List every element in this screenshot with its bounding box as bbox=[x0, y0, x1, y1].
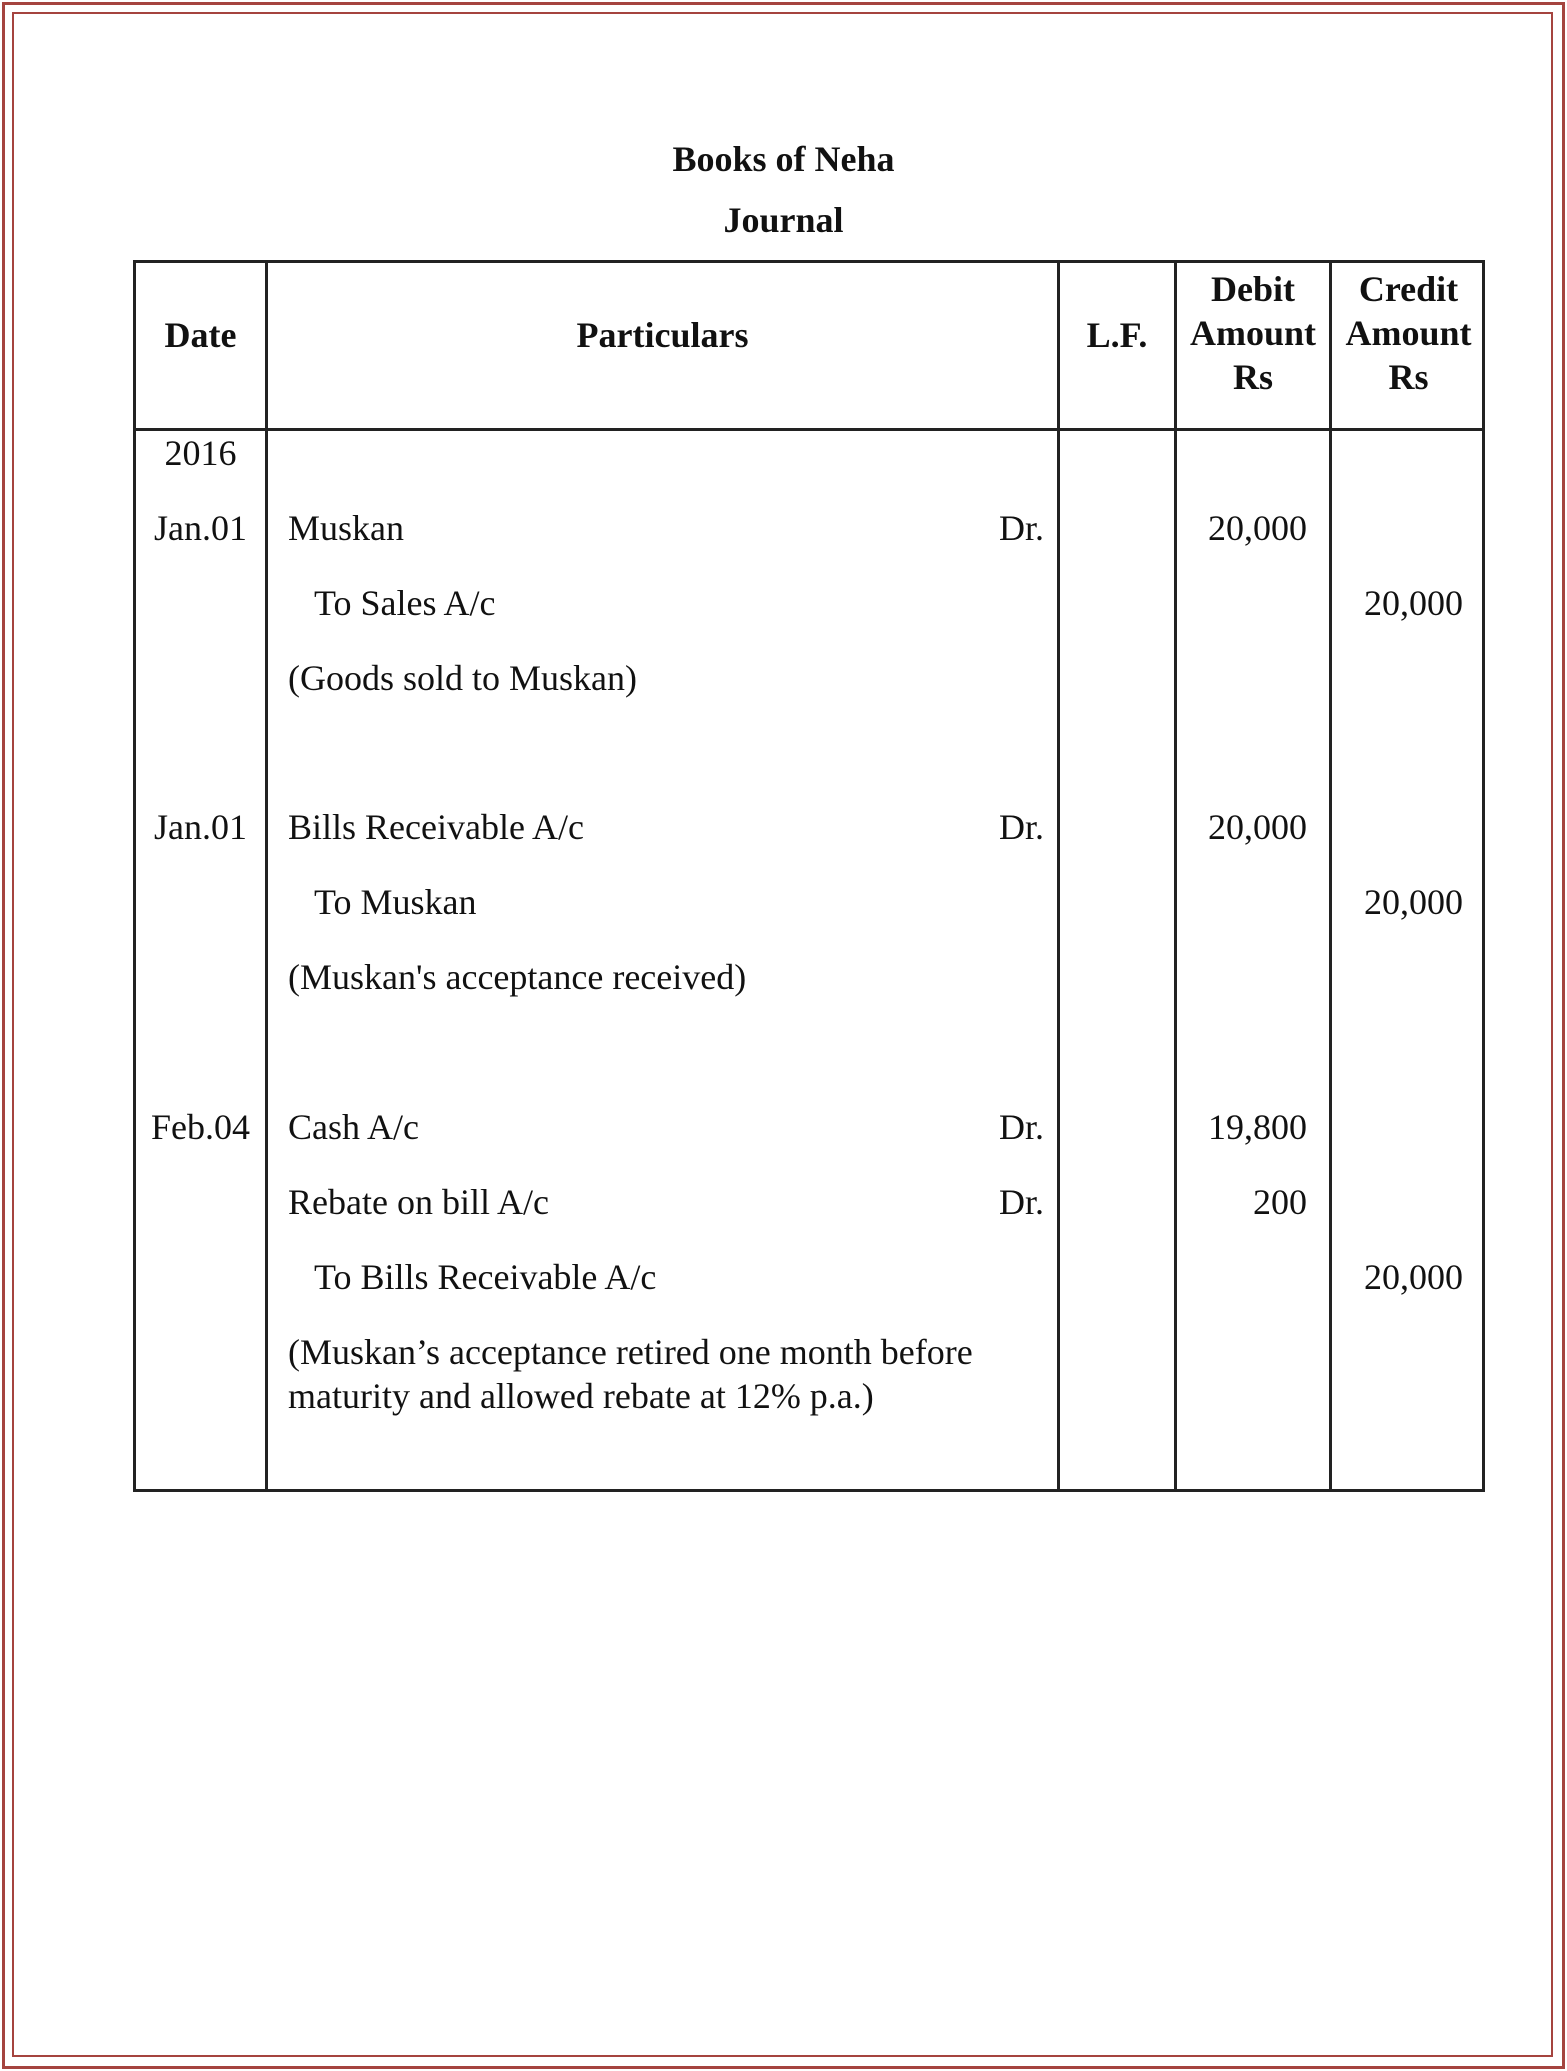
credit-account: To Sales A/c bbox=[314, 583, 496, 623]
header-divider bbox=[136, 428, 1482, 431]
credit-account: To Muskan bbox=[314, 882, 477, 922]
debit-amount: 19,800 bbox=[1208, 1107, 1307, 1147]
credit-header-line: Credit bbox=[1358, 269, 1459, 309]
column-header-debit bbox=[1177, 267, 1329, 399]
credit-amount: 20,000 bbox=[1364, 882, 1463, 922]
debit-account: Cash A/c bbox=[288, 1107, 419, 1147]
credit-header-line: Amount bbox=[1345, 313, 1472, 353]
debit-amount: 200 bbox=[1253, 1182, 1307, 1222]
narration: (Muskan’s acceptance retired one month before maturity and allowed rebate at 12% p.a.) bbox=[288, 1332, 973, 1416]
credit-amount: 20,000 bbox=[1364, 1257, 1463, 1297]
entry-date: Feb.04 bbox=[151, 1107, 250, 1147]
debit-amount: 20,000 bbox=[1208, 807, 1307, 847]
credit-amount: 20,000 bbox=[1364, 583, 1463, 623]
narration: (Goods sold to Muskan) bbox=[288, 658, 637, 698]
debit-header-line: Debit bbox=[1211, 269, 1295, 309]
divider-particulars bbox=[1057, 263, 1060, 1489]
column-header-lf: L.F. bbox=[1086, 315, 1148, 355]
divider-debit bbox=[1329, 263, 1332, 1489]
column-header-credit bbox=[1332, 267, 1485, 399]
debit-account: Bills Receivable A/c bbox=[288, 807, 584, 847]
narration: (Muskan's acceptance received) bbox=[288, 957, 747, 997]
column-header-particulars: Particulars bbox=[576, 315, 749, 355]
dr-label: Dr. bbox=[999, 508, 1044, 548]
divider-date bbox=[265, 263, 268, 1489]
entry-date: Jan.01 bbox=[154, 508, 247, 548]
debit-header-line: Rs bbox=[1232, 357, 1273, 397]
entry-date: Jan.01 bbox=[154, 807, 247, 847]
credit-header-line: Rs bbox=[1388, 357, 1429, 397]
journal-table bbox=[133, 260, 1485, 1492]
book-title: Books of Neha bbox=[672, 139, 895, 179]
debit-account: Muskan bbox=[288, 508, 404, 548]
debit-account: Rebate on bill A/c bbox=[288, 1182, 549, 1222]
divider-lf bbox=[1174, 263, 1177, 1489]
dr-label: Dr. bbox=[999, 1107, 1044, 1147]
debit-amount: 20,000 bbox=[1208, 508, 1307, 548]
credit-account: To Bills Receivable A/c bbox=[314, 1257, 657, 1297]
dr-label: Dr. bbox=[999, 1182, 1044, 1222]
column-header-date: Date bbox=[164, 315, 237, 355]
year-label: 2016 bbox=[164, 433, 237, 473]
debit-header-line: Amount bbox=[1189, 313, 1317, 353]
journal-title: Journal bbox=[723, 200, 844, 240]
dr-label: Dr. bbox=[999, 807, 1044, 847]
